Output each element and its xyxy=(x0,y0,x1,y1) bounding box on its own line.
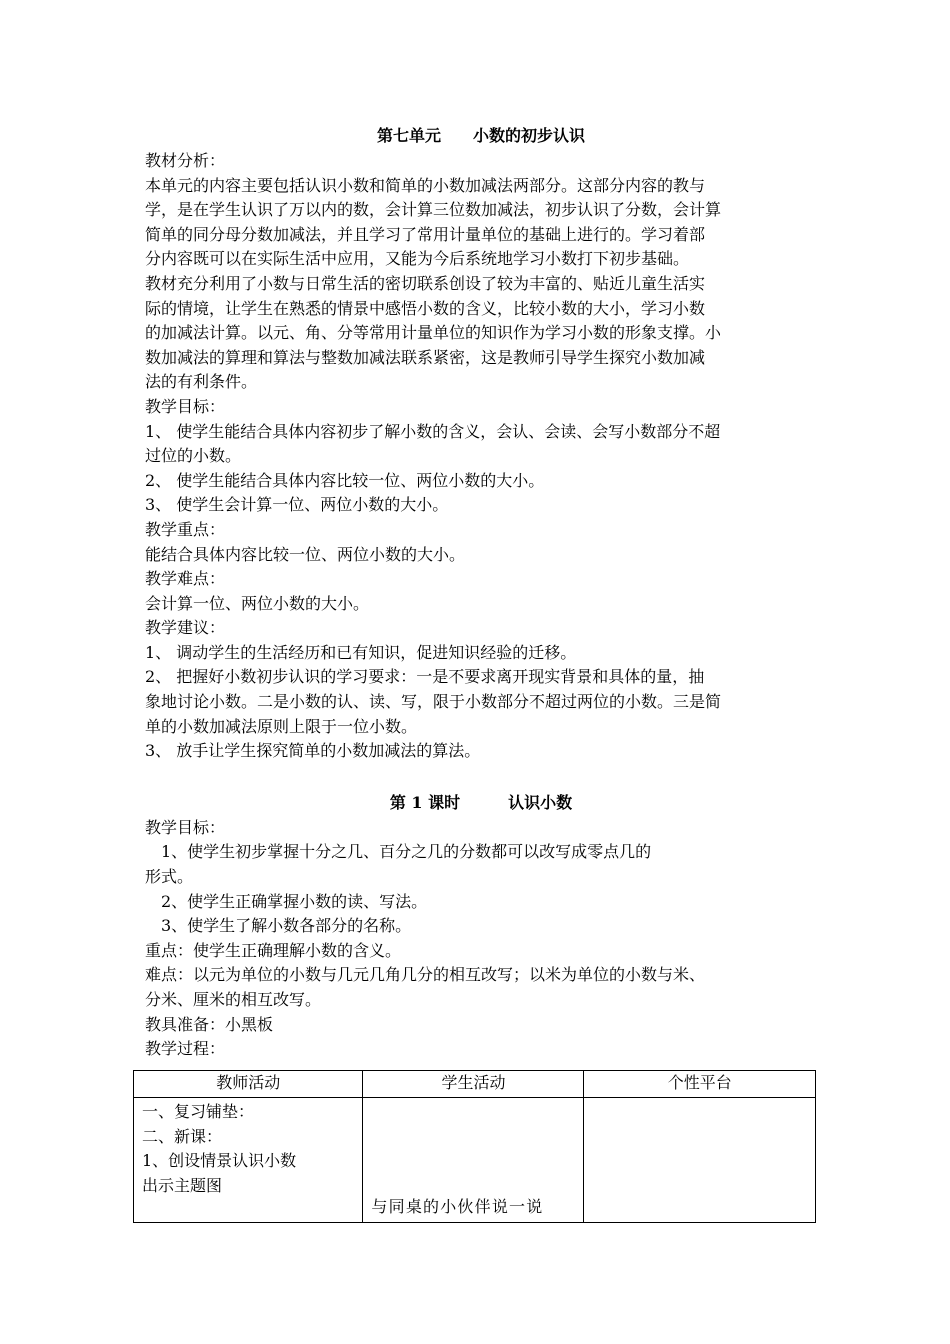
analysis-line: 分内容既可以在实际生活中应用，又能为今后系统地学习小数打下初步基础。 xyxy=(145,249,690,269)
unit-title: 第七单元 小数的初步认识 xyxy=(376,126,585,145)
student-activity-cell xyxy=(363,1098,584,1223)
lesson-goal-item: 2、使学生正确掌握小数的读、写法。 xyxy=(145,891,428,911)
suggestion-item: 象地讨论小数。二是小数的认、读、写，限于小数部分不超过两位的小数。三是简 xyxy=(145,692,722,712)
goal-item: 1、 使学生能结合具体内容初步了解小数的含义，会认、会读、会写小数部分不超 xyxy=(145,421,721,441)
teacher-line: 1、创设情景认识小数 xyxy=(142,1151,297,1171)
lesson-process-heading: 教学过程： xyxy=(145,1039,226,1059)
header-personal-platform: 个性平台 xyxy=(584,1071,816,1098)
suggestions-heading: 教学建议： xyxy=(145,618,226,638)
table-header-row xyxy=(134,1071,816,1098)
lesson-title: 第 1 课时 认识小数 xyxy=(389,792,573,812)
difficulty-text: 会计算一位、两位小数的大小。 xyxy=(145,593,370,613)
goal-item: 3、 使学生会计算一位、两位小数的大小。 xyxy=(145,495,449,515)
analysis-line: 简单的同分母分数加减法，并且学习了常用计量单位的基础上进行的。学习着部 xyxy=(145,224,706,244)
analysis-line: 数加减法的算理和算法与整数加减法联系紧密，这是教师引导学生探究小数加减 xyxy=(145,347,706,367)
header-student-activity: 学生活动 xyxy=(363,1071,584,1098)
lesson-goal-item: 3、使学生了解小数各部分的名称。 xyxy=(145,916,412,936)
key-heading: 教学重点： xyxy=(145,519,226,539)
section-spacer xyxy=(145,764,817,790)
lesson-goal-item: 形式。 xyxy=(145,867,194,887)
suggestion-item: 1、 调动学生的生活经历和已有知识，促进知识经验的迁移。 xyxy=(145,642,577,662)
difficulty-heading: 教学难点： xyxy=(145,569,226,589)
analysis-line: 本单元的内容主要包括认识小数和简单的小数加减法两部分。这部分内容的教与 xyxy=(145,175,706,195)
header-teacher-activity: 教师活动 xyxy=(134,1071,363,1098)
teaching-process-table xyxy=(133,1070,816,1223)
teacher-activity-cell xyxy=(134,1098,363,1223)
analysis-heading: 教材分析： xyxy=(145,151,226,170)
analysis-line: 教材充分利用了小数与日常生活的密切联系创设了较为丰富的、贴近儿童生活实 xyxy=(145,273,706,293)
document-body xyxy=(145,123,817,1062)
goal-item: 2、 使学生能结合具体内容比较一位、两位小数的大小。 xyxy=(145,470,545,490)
goals-heading: 教学目标： xyxy=(145,396,226,416)
lesson-goal-item: 1、使学生初步掌握十分之几、百分之几的分数都可以改写成零点几的 xyxy=(145,842,652,862)
analysis-line: 学，是在学生认识了万以内的数，会计算三位数加减法，初步认识了分数，会计算 xyxy=(145,200,722,220)
student-line: 与同桌的小伙伴说一说 xyxy=(371,1197,544,1217)
goal-item: 过位的小数。 xyxy=(145,446,242,466)
personal-platform-cell xyxy=(584,1098,816,1223)
key-text: 能结合具体内容比较一位、两位小数的大小。 xyxy=(145,544,466,564)
suggestion-item: 单的小数加减法原则上限于一位小数。 xyxy=(145,716,418,736)
table-row xyxy=(134,1098,816,1223)
lesson-difficulty: 分米、厘米的相互改写。 xyxy=(145,990,322,1009)
teacher-line: 二、新课： xyxy=(142,1126,223,1146)
lesson-goals-heading: 教学目标： xyxy=(145,817,226,837)
analysis-line: 的加减法计算。以元、角、分等常用计量单位的知识作为学习小数的形象支撑。小 xyxy=(145,323,722,343)
suggestion-item: 2、 把握好小数初步认识的学习要求：一是不要求离开现实背景和具体的量，抽 xyxy=(145,667,705,687)
teacher-line: 一、复习铺垫： xyxy=(142,1102,255,1121)
analysis-line: 际的情境，让学生在熟悉的情景中感悟小数的含义，比较小数的大小，学习小数 xyxy=(145,298,706,318)
suggestion-item: 3、 放手让学生探究简单的小数加减法的算法。 xyxy=(145,741,481,761)
lesson-key: 重点：使学生正确理解小数的含义。 xyxy=(145,940,402,960)
lesson-tools: 教具准备：小黑板 xyxy=(145,1014,274,1034)
teacher-line: 出示主题图 xyxy=(142,1175,223,1195)
analysis-line: 法的有利条件。 xyxy=(145,372,258,392)
lesson-difficulty: 难点：以元为单位的小数与几元几角几分的相互改写；以米为单位的小数与米、 xyxy=(145,965,706,985)
